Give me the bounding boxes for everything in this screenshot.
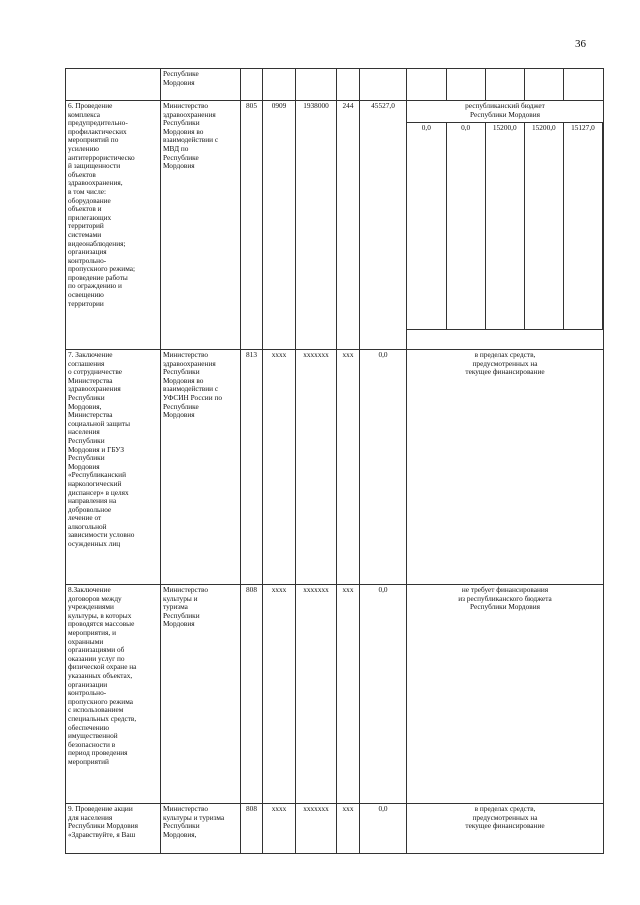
csr-cell: [296, 69, 337, 101]
table-row: [66, 69, 604, 101]
rzpr-cell: хххх: [263, 804, 296, 854]
vr-cell: ххх: [337, 804, 360, 854]
table-row: [66, 101, 604, 350]
csr-cell: ххххххх: [296, 585, 337, 804]
grbs-cell: 805: [241, 101, 263, 350]
year-amount: 15200,0: [524, 123, 563, 330]
event-cell: 8.Заключение договоров между учреждениями культуры, в которых проводятся массовые мероприятия, и охранными организациями об оказании услуг по физической охране на указанных объектах, организации контрольно- пропускного режима с использованием специальных средств, обеспечению имущественной безопасности в период проведения мероприятий: [66, 585, 161, 804]
grbs-cell: 808: [241, 804, 263, 854]
grbs-cell: 813: [241, 350, 263, 585]
total-cell: 0,0: [360, 804, 407, 854]
total-cell: [360, 69, 407, 101]
total-cell: 0,0: [360, 585, 407, 804]
executor-cell: Министерство культуры и туризма Республики Мордовия: [161, 585, 241, 804]
yearly-amounts: [407, 122, 603, 330]
total-cell: 0,0: [360, 350, 407, 585]
year-amount: 15127,0: [563, 123, 602, 330]
vr-cell: 244: [337, 101, 360, 350]
executor-cell: Министерство здравоохранения Республики Мордовия во взаимодействии с МВД по Республике Мордовия: [161, 101, 241, 350]
grbs-cell: 808: [241, 585, 263, 804]
funding-source: республиканский бюджет Республики Мордовия: [465, 101, 545, 119]
csr-cell: ххххххх: [296, 804, 337, 854]
csr-cell: ххххххх: [296, 350, 337, 585]
executor-cell: Министерство здравоохранения Республики Мордовия во взаимодействии с УФСИН России по Республике Мордовия: [161, 350, 241, 585]
vr-cell: [337, 69, 360, 101]
rzpr-cell: 0909: [263, 101, 296, 350]
rzpr-cell: хххх: [263, 350, 296, 585]
rzpr-cell: [263, 69, 296, 101]
executor-cell: Министерство культуры и туризма Республики Мордовия,: [161, 804, 241, 854]
years-cell: [407, 69, 604, 101]
program-table: [65, 68, 604, 854]
page-number: 36: [575, 38, 586, 50]
grbs-cell: [241, 69, 263, 101]
event-cell: 9. Проведение акции для населения Республики Мордовия «Здравствуйте, я Ваш: [66, 804, 161, 854]
year-amount: 0,0: [407, 123, 446, 330]
year-amount: 0,0: [446, 123, 485, 330]
total-cell: 45527,0: [360, 101, 407, 350]
rzpr-cell: хххх: [263, 585, 296, 804]
funding-note: не требует финансирования из республиканского бюджета Республики Мордовия: [407, 585, 604, 804]
table-row: [66, 585, 604, 804]
csr-cell: 1938000: [296, 101, 337, 350]
funding-cell: [407, 101, 604, 350]
event-cell: [66, 69, 161, 101]
funding-note: в пределах средств, предусмотренных на текущее финансирование: [407, 804, 604, 854]
vr-cell: ххх: [337, 585, 360, 804]
year-amount: 15200,0: [485, 123, 524, 330]
table-row: [66, 804, 604, 854]
event-cell: 6. Проведение комплекса предупредительно- профилактических мероприятий по усилению антитеррористическо й защищенности объектов здравоохранения, в том числе: оборудование объектов и прилегающих территорий системами видеонаблюдения; организация контрольно- пропускного режима; проведение работы по ограждению и освещению территории: [66, 101, 161, 350]
executor-cell: Республике Мордовия: [161, 69, 241, 101]
vr-cell: ххх: [337, 350, 360, 585]
event-cell: 7. Заключение соглашения о сотрудничестве Министерства здравоохранения Республики Мордовия, Министерства социальной защиты населения Республики Мордовия и ГБУЗ Республики Мордовия «Республиканский наркологический диспансер» в целях направления на добровольное лечение от алкогольной зависимости условно осужденных лиц: [66, 350, 161, 585]
funding-note: в пределах средств, предусмотренных на текущее финансирование: [407, 350, 604, 585]
table-row: [66, 350, 604, 585]
